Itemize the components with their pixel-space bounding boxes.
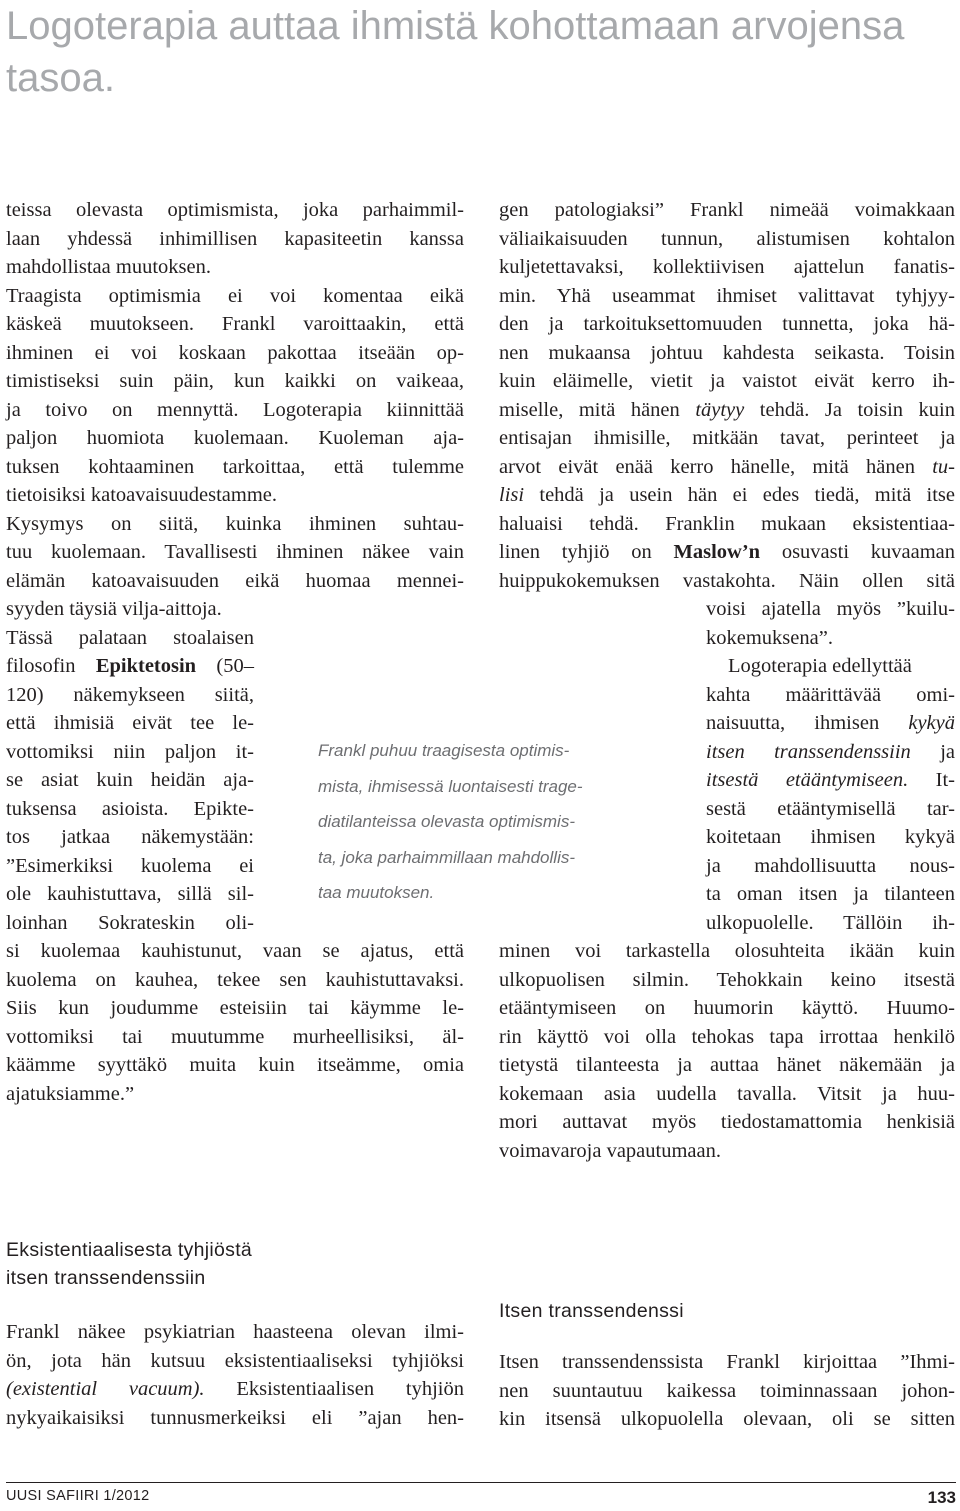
pull-quote-line: taa muutoksen. — [318, 883, 435, 902]
body-line: miselle, mitä hänen täytyy tehdä. Ja toisin kuin — [499, 398, 955, 421]
body-line: ön, jota hän kutsuu eksistentiaaliseksi tyhjiöksi — [6, 1349, 464, 1372]
body-line: ulkopuolisen silmin. Tehokkain keino itsestä — [499, 968, 955, 991]
body-line: paljon huomiota kuolemaan. Kuoleman aja- — [6, 427, 464, 449]
section-heading: itsen transsendenssiin — [6, 1267, 206, 1289]
body-line: että ihmisiä eivät tee le- — [6, 712, 254, 734]
body-line: nykyaikaisiksi tunnusmerkeiksi eli ”ajan hen- — [6, 1406, 464, 1429]
body-line: voisi ajatella myös ”kuilu- — [706, 598, 955, 620]
body-line: tietystä tilanteesta ja auttaa hänet näkemään ja — [499, 1054, 955, 1076]
body-line: mori auttavat myös tiedostamattomia henkisiä — [499, 1111, 955, 1133]
footer-rule — [6, 1482, 956, 1483]
body-line: käskeä muutokseen. Frankl varoittaakin, että — [6, 313, 464, 335]
body-line: väliaikaisuuden tunnun, alistumisen kohtalon — [499, 227, 955, 250]
body-line: Tässä palataan stoalaisen — [6, 626, 254, 649]
body-line: kahta määrittävää omi- — [706, 683, 955, 706]
body-line: kokemuksena”. — [706, 626, 833, 649]
body-line: linen tyhjiö on Maslow’n osuvasti kuvaaman — [499, 541, 955, 563]
body-line: gen patologiaksi” Frankl nimeää voimakkaan — [499, 199, 955, 221]
body-line: arvot eivät enää kerro hänelle, mitä hänen tu- — [499, 455, 955, 478]
body-line: tuu kuolemaan. Tavallisesti ihminen näkee vain — [6, 541, 464, 563]
body-line: Logoterapia edellyttää — [728, 655, 912, 677]
body-line: ole kauhistuttava, sillä sil- — [6, 883, 254, 905]
body-line: Itsen transsendenssista Frankl kirjoittaa ”Ihmi- — [499, 1351, 955, 1373]
body-line: ja toivo on mennyttä. Logoterapia kiinnittää — [6, 398, 464, 421]
body-line: huippukokemuksen vastakohta. Näin ollen sitä — [499, 569, 955, 592]
body-line: 120) näkemykseen siitä, — [6, 683, 254, 706]
body-line: Siis kun joudumme esteisiin tai käymme le- — [6, 997, 464, 1019]
body-line: kokemaan asia uudella tavalla. Vitsit ja huu- — [499, 1082, 955, 1105]
body-line: etääntymiseen on huumorin käyttö. Huumo- — [499, 997, 955, 1019]
section-heading: Eksistentiaalisesta tyhjiöstä — [6, 1239, 253, 1261]
body-line: kin itsensä ulkopuolella olevaan, oli se sitten — [499, 1408, 955, 1430]
pull-quote-line: Frankl puhuu traagisesta optimis- — [318, 741, 570, 760]
body-line: (existential vacuum). Eksistentiaalisen tyhjiön — [6, 1378, 464, 1400]
body-line: se asiat kuin heidän aja- — [6, 769, 254, 791]
body-line: laan yhdessä inhimillisen kapasiteetin kanssa — [6, 227, 464, 250]
body-line: timistiseksi suin päin, kun kaikki on vaikeaa, — [6, 370, 464, 392]
body-line: ta oman itsen ja tilanteen — [706, 883, 955, 905]
body-line: loinhan Sokrateskin oli- — [6, 911, 254, 934]
body-line: kuin eläimelle, vietit ja vaistot eivät kerro ih- — [499, 370, 955, 392]
body-line: kuljetettavaksi, kollektiivisen ajattelun fanatis- — [499, 256, 955, 278]
body-line: vottomiksi tai muutumme murheellisiksi, äl- — [6, 1025, 464, 1048]
body-line: mahdollistaa muutoksen. — [6, 256, 211, 278]
body-line: ulkopuolelle. Tällöin ih- — [706, 911, 955, 934]
body-line: filosofin Epiktetosin (50– — [6, 655, 255, 677]
body-line: den ja tarkoituksettomuuden tunnetta, joka hä- — [499, 313, 955, 335]
body-line: tietoisiksi katoavaisuudestamme. — [6, 484, 278, 506]
body-line: itsestä etääntymiseen. It- — [706, 769, 955, 791]
headline: Logoterapia auttaa ihmistä kohottamaan arvojensa tasoa. — [6, 4, 905, 100]
body-line: syyden täysiä vilja-aittoja. — [6, 598, 222, 620]
body-line: nen suuntautuu kaikessa toiminnassaan johon- — [499, 1379, 955, 1402]
pull-quote-line: diatilanteissa olevasta optimismis- — [318, 812, 575, 831]
body-line: minen voi tarkastella olosuhteita ikään kuin — [499, 940, 955, 962]
body-line: min. Yhä useammat ihmiset valittavat tyhjyy- — [499, 284, 955, 307]
body-line: voimavaroja vapautumaan. — [499, 1139, 721, 1162]
body-line: ”Esimerkiksi kuolema ei — [6, 854, 254, 877]
body-line: ihminen ei voi koskaan pakottaa itseään op- — [6, 341, 464, 364]
body-line: Kysymys on siitä, kuinka ihminen suhtau- — [6, 512, 464, 535]
body-line: tos jatkaa näkemystään: — [6, 826, 254, 848]
body-line: rin käyttö voi olla tehokas tapa irrottaa henkilö — [499, 1025, 955, 1048]
body-line: Frankl näkee psykiatrian haasteena olevan ilmi- — [6, 1321, 464, 1343]
body-line: sestä etääntymisellä tar- — [706, 797, 955, 820]
body-line: nen mukaansa johtuu kahdesta seikasta. Toisin — [499, 341, 955, 364]
body-line: kuolema on kauhea, tekee sen kauhistuttavaksi. — [6, 968, 464, 991]
section-heading: Itsen transsendenssi — [499, 1300, 684, 1322]
body-line: tuksensa asioista. Epikte- — [6, 797, 254, 820]
body-line: tuksen kohtaaminen tarkoittaa, että tulemme — [6, 455, 464, 478]
body-line: Traagista optimismia ei voi komentaa eikä — [6, 284, 464, 307]
body-line: teissa olevasta optimismista, joka parhaimmil- — [6, 199, 464, 221]
publication-name: UUSI SAFIIRI 1/2012 — [6, 1488, 150, 1504]
body-line: käämme syyttäkö muita kuin itseämme, omia — [6, 1054, 464, 1076]
body-line: haluaisi tehdä. Franklin mukaan eksistentiaa- — [499, 512, 955, 535]
body-line: entisajan ihmisille, mitkään tavat, perinteet ja — [499, 427, 955, 449]
pull-quote-line: ta, joka parhaimmillaan mahdollis- — [318, 847, 576, 867]
body-line: elämän katoavaisuuden eikä huomaa mennei- — [6, 569, 464, 592]
page-number: 133 — [927, 1488, 956, 1507]
body-line: lisi tehdä ja usein hän ei edes tiedä, mitä itse — [499, 484, 955, 506]
pull-quote-line: mista, ihmisessä luontaisesti trage- — [318, 776, 583, 796]
body-line: naisuutta, ihmisen kykyä — [706, 712, 955, 734]
body-line: ajatuksiamme.” — [6, 1082, 135, 1105]
body-line: si kuolemaa kauhistunut, vaan se ajatus, että — [6, 940, 464, 962]
body-line: vottomiksi niin paljon it- — [6, 740, 254, 763]
body-line: itsen transsendenssiin ja — [706, 740, 955, 763]
body-line: ja mahdollisuutta nous- — [706, 854, 955, 877]
body-line: koitetaan ihmisen kykyä — [706, 826, 955, 848]
